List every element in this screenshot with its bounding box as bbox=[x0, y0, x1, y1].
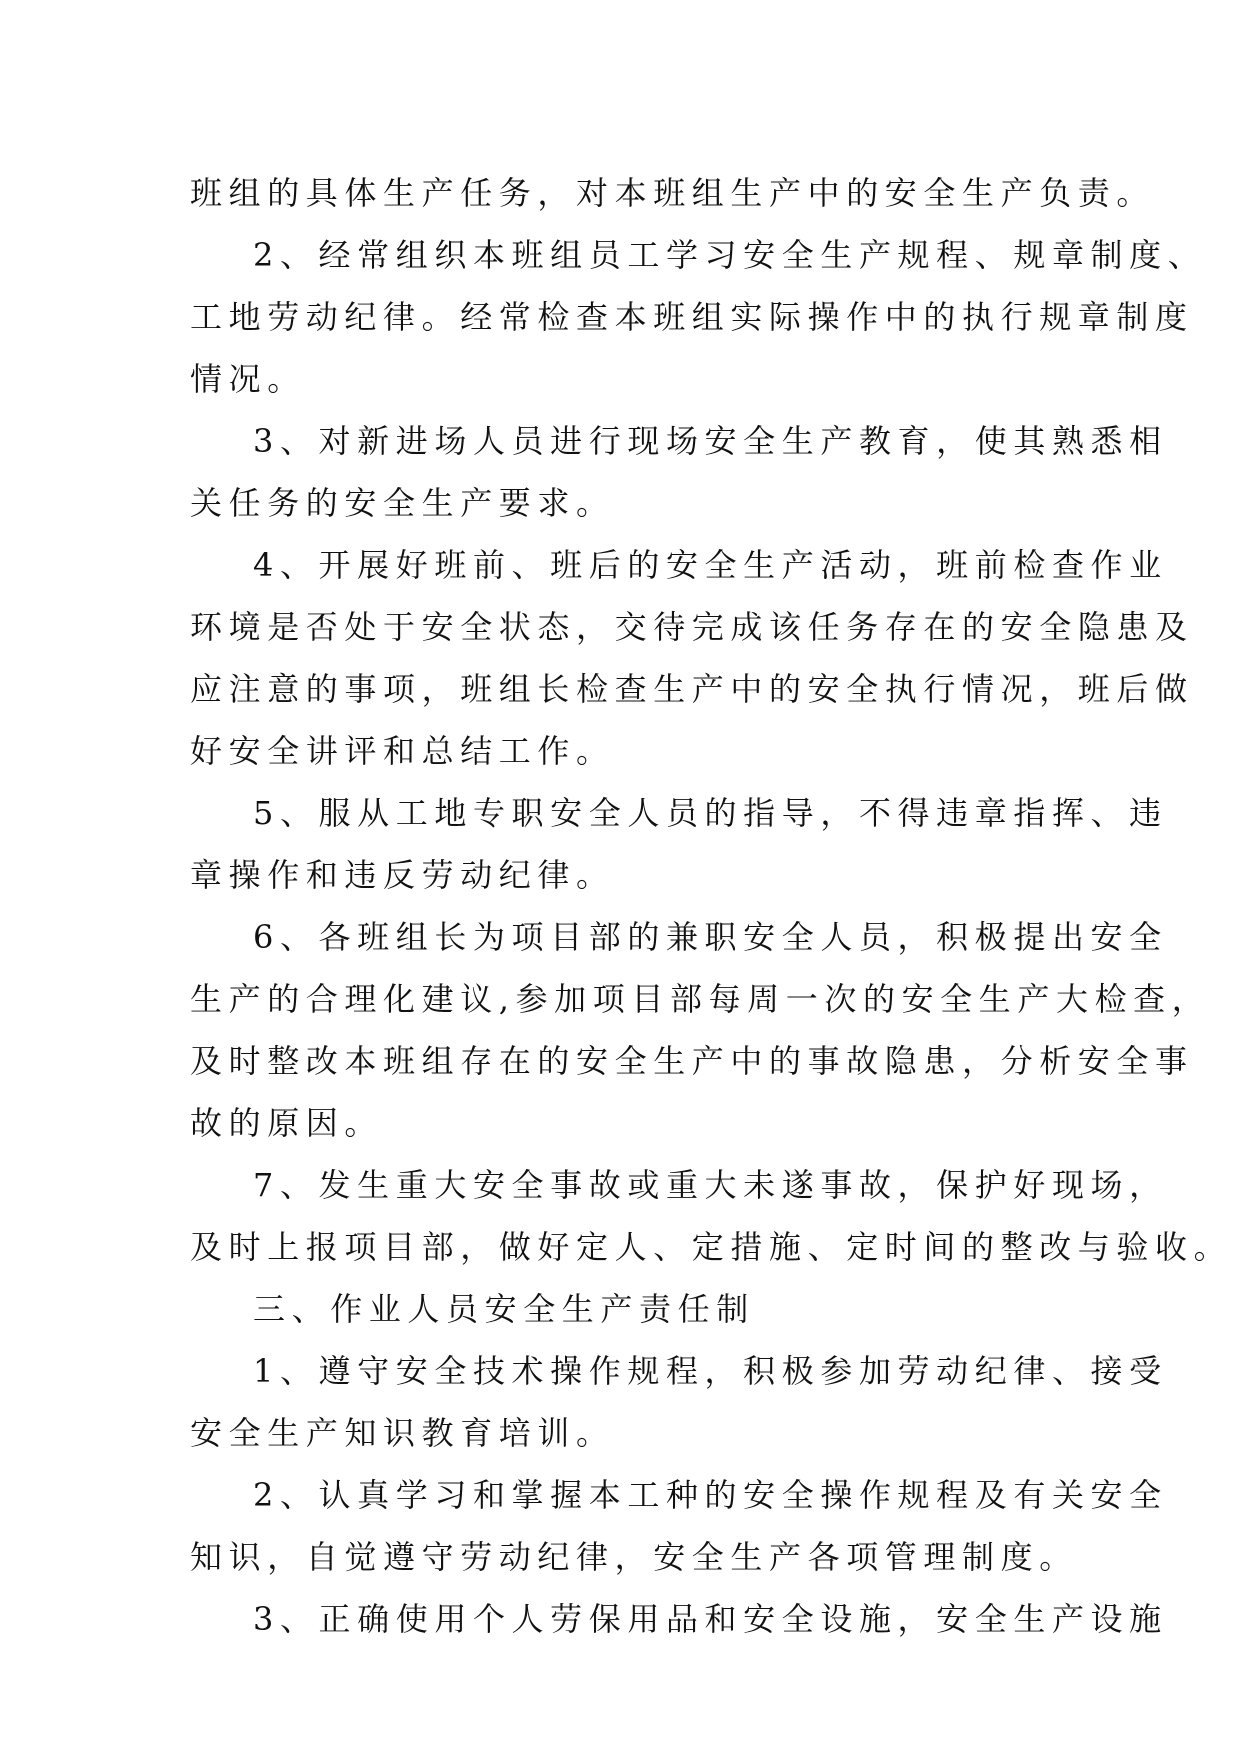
text-line: 3、对新进场人员进行现场安全生产教育，使其熟悉相 bbox=[253, 422, 1168, 460]
text-line: 7、发生重大安全事故或重大未遂事故，保护好现场， bbox=[253, 1166, 1168, 1204]
text-line: 环境是否处于安全状态，交待完成该任务存在的安全隐患及 bbox=[190, 608, 1194, 646]
text-line: 知识，自觉遵守劳动纪律，安全生产各项管理制度。 bbox=[190, 1538, 1078, 1576]
text-line: 2、经常组织本班组员工学习安全生产规程、规章制度、 bbox=[253, 236, 1207, 274]
text-line: 2、认真学习和掌握本工种的安全操作规程及有关安全 bbox=[253, 1476, 1168, 1514]
text-line: 6、各班组长为项目部的兼职安全人员，积极提出安全 bbox=[253, 918, 1168, 956]
text-line: 三、作业人员安全生产责任制 bbox=[253, 1290, 755, 1328]
text-line: 好安全讲评和总结工作。 bbox=[190, 732, 615, 770]
text-line: 关任务的安全生产要求。 bbox=[190, 484, 615, 522]
text-line: 3、正确使用个人劳保用品和安全设施，安全生产设施 bbox=[253, 1600, 1168, 1638]
text-line: 5、服从工地专职安全人员的指导，不得违章指挥、违 bbox=[253, 794, 1168, 832]
text-line: 安全生产知识教育培训。 bbox=[190, 1414, 615, 1452]
text-line: 生产的合理化建议,参加项目部每周一次的安全生产大检查， bbox=[190, 980, 1211, 1018]
text-line: 工地劳动纪律。经常检查本班组实际操作中的执行规章制度 bbox=[190, 298, 1194, 336]
text-line: 4、开展好班前、班后的安全生产活动，班前检查作业 bbox=[253, 546, 1168, 584]
text-line: 情况。 bbox=[190, 360, 306, 398]
text-line: 1、遵守安全技术操作规程，积极参加劳动纪律、接受 bbox=[253, 1352, 1168, 1390]
text-line: 及时整改本班组存在的安全生产中的事故隐患，分析安全事 bbox=[190, 1042, 1194, 1080]
text-line: 应注意的事项，班组长检查生产中的安全执行情况，班后做 bbox=[190, 670, 1194, 708]
text-line: 故的原因。 bbox=[190, 1104, 384, 1142]
text-line: 及时上报项目部，做好定人、定措施、定时间的整改与验收。 bbox=[190, 1228, 1233, 1266]
text-line: 班组的具体生产任务，对本班组生产中的安全生产负责。 bbox=[190, 174, 1156, 212]
text-line: 章操作和违反劳动纪律。 bbox=[190, 856, 615, 894]
document-body bbox=[190, 162, 1233, 1650]
